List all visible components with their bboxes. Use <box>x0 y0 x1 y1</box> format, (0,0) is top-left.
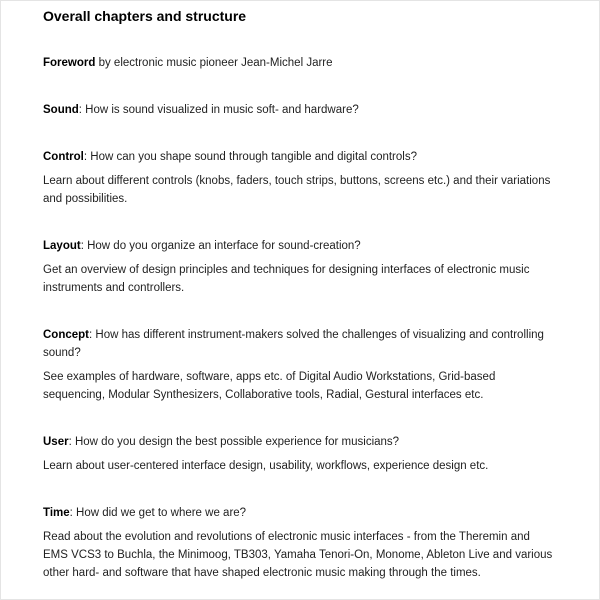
section-lead-text: : How did we get to where we are? <box>69 507 247 520</box>
section-body: Read about the evolution and revolutions of electronic music interfaces - from the Theremin and EMS VCS3 to Buchla, the Minimoog, TB303, Yamaha Tenori-On, Monome, Ableton Live and various other hard- and software that have shaped electronic music making through the times. <box>43 531 553 580</box>
section-concept <box>43 326 557 404</box>
section-body: Learn about user-centered interface design, usability, workflows, experience design etc. <box>43 460 489 473</box>
section-lead <box>43 326 557 362</box>
section-sound <box>43 101 557 119</box>
section-lead-text: : How is sound visualized in music soft- and hardware? <box>78 104 359 117</box>
section-term: Time <box>43 507 70 520</box>
section-body: See examples of hardware, software, apps etc. of Digital Audio Workstations, Grid-based sequencing, Modular Synthesizers, Collaborative tools, Radial, Gestural interfaces etc. <box>43 371 496 402</box>
section-term: Sound <box>43 104 79 117</box>
section-lead-text: : How do you organize an interface for sound-creation? <box>80 240 361 253</box>
section-term: User <box>43 436 69 449</box>
section-term: Foreword <box>43 57 96 70</box>
section-time <box>43 504 557 582</box>
section-lead <box>43 433 557 451</box>
section-term: Control <box>43 151 84 164</box>
section-layout <box>43 237 557 297</box>
section-lead <box>43 54 557 72</box>
section-lead <box>43 101 557 119</box>
section-control <box>43 148 557 208</box>
section-lead-text: : How can you shape sound through tangible and digital controls? <box>83 151 417 164</box>
section-lead <box>43 504 557 522</box>
section-lead <box>43 237 557 255</box>
section-lead-text: : How do you design the best possible experience for musicians? <box>68 436 400 449</box>
page-title: Overall chapters and structure <box>43 8 247 24</box>
section-lead-text: by electronic music pioneer Jean-Michel Jarre <box>95 57 333 70</box>
section-term: Layout <box>43 240 81 253</box>
section-lead-text: : How has different instrument-makers solved the challenges of visualizing and controlling sound? <box>43 329 544 360</box>
section-lead <box>43 148 557 166</box>
section-user <box>43 433 557 475</box>
section-body: Learn about different controls (knobs, faders, touch strips, buttons, screens etc.) and their variations and possibilities. <box>43 175 551 206</box>
section-term: Concept <box>43 329 89 342</box>
section-body: Get an overview of design principles and techniques for designing interfaces of electronic music instruments and controllers. <box>43 264 530 295</box>
section-foreword <box>43 54 557 72</box>
